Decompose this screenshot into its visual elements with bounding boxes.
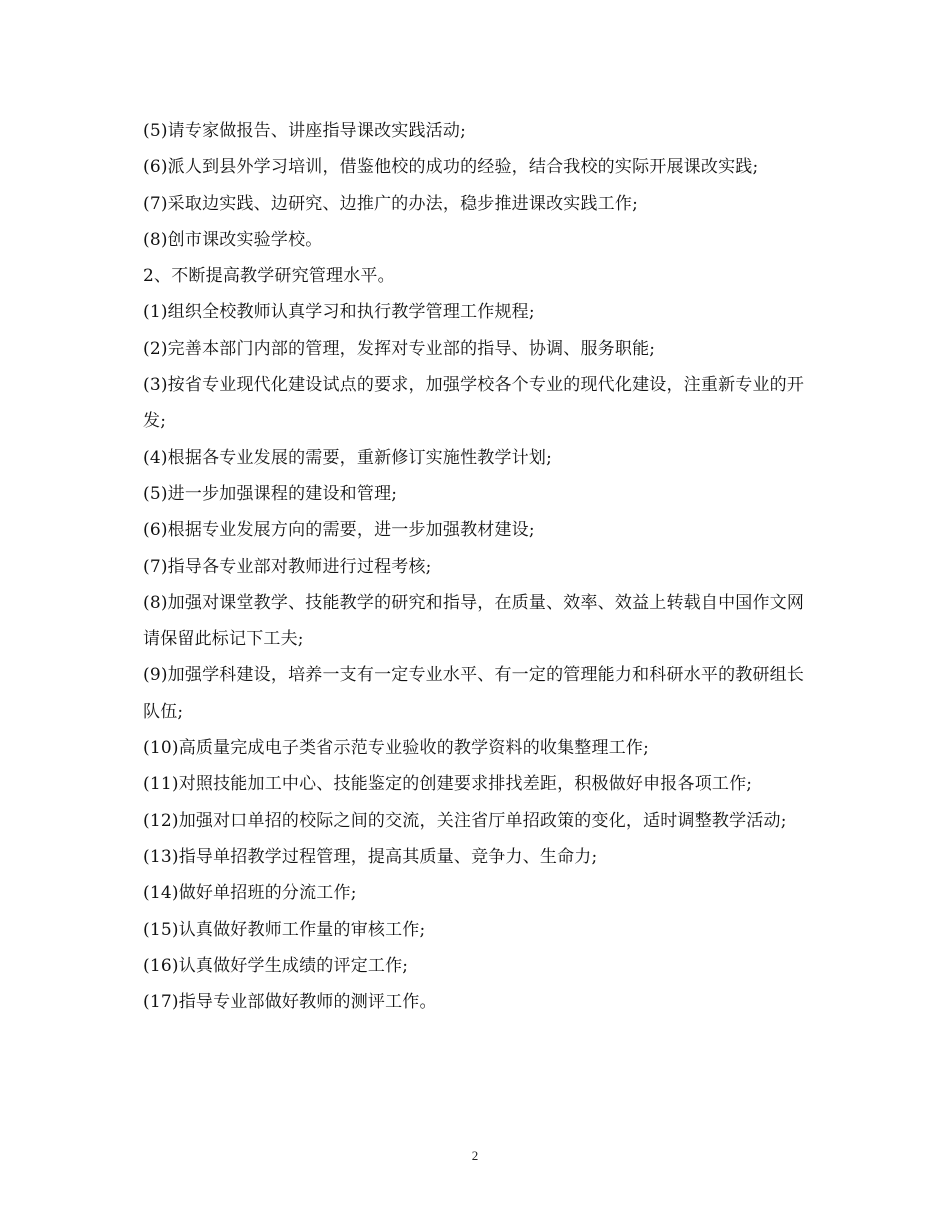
paragraph-16-grade-evaluation: (16)认真做好学生成绩的评定工作; bbox=[143, 955, 409, 976]
section-heading-2: 2、不断提高教学研究管理水平。 bbox=[143, 266, 395, 287]
paragraph-8-experimental-school: (8)创市课改实验学校。 bbox=[143, 229, 323, 250]
paragraph-5-curriculum: (5)进一步加强课程的建设和管理; bbox=[143, 483, 398, 504]
paragraph-17-teacher-evaluation: (17)指导专业部做好教师的测评工作。 bbox=[143, 992, 437, 1013]
paragraph-13-process-management: (13)指导单招教学过程管理，提高其质量、竞争力、生命力; bbox=[143, 846, 598, 867]
paragraph-6-external-training: (6)派人到县外学习培训，借鉴他校的成功的经验，结合我校的实际开展课改实践; bbox=[143, 157, 759, 178]
document-body bbox=[143, 113, 815, 1020]
paragraph-10-acceptance-materials: (10)高质量完成电子类省示范专业验收的教学资料的收集整理工作; bbox=[143, 738, 650, 759]
paragraph-12-exchange: (12)加强对口单招的校际之间的交流，关注省厅单招政策的变化，适时调整教学活动; bbox=[143, 810, 787, 831]
paragraph-14-class-streaming: (14)做好单招班的分流工作; bbox=[143, 883, 357, 904]
paragraph-3-modernization: (3)按省专业现代化建设试点的要求，加强学校各个专业的现代化建设，注重新专业的开发; bbox=[143, 375, 805, 432]
paragraph-7-assessment: (7)指导各专业部对教师进行过程考核; bbox=[143, 556, 432, 577]
paragraph-7-practice-research: (7)采取边实践、边研究、边推广的办法，稳步推进课改实践工作; bbox=[143, 193, 639, 214]
paragraph-11-skills-center: (11)对照技能加工中心、技能鉴定的创建要求排找差距，积极做好申报各项工作; bbox=[143, 774, 753, 795]
paragraph-5-expert-reports: (5)请专家做报告、讲座指导课改实践活动; bbox=[143, 121, 467, 141]
paragraph-4-teaching-plan: (4)根据各专业发展的需要，重新修订实施性教学计划; bbox=[143, 447, 553, 468]
paragraph-8-classroom-research: (8)加强对课堂教学、技能教学的研究和指导，在质量、效率、效益上转载自中国作文网请保留此标记下工夫; bbox=[143, 592, 805, 650]
paragraph-6-textbooks: (6)根据专业发展方向的需要，进一步加强教材建设; bbox=[143, 520, 535, 541]
paragraph-1-teaching-rules: (1)组织全校教师认真学习和执行教学管理工作规程; bbox=[143, 302, 535, 323]
paragraph-9-discipline-building: (9)加强学科建设，培养一支有一定专业水平、有一定的管理能力和科研水平的教研组长队伍; bbox=[143, 665, 805, 722]
page-number: 2 bbox=[471, 1148, 479, 1163]
paragraph-15-workload-review: (15)认真做好教师工作量的审核工作; bbox=[143, 919, 426, 940]
paragraph-2-internal-management: (2)完善本部门内部的管理，发挥对专业部的指导、协调、服务职能; bbox=[143, 338, 656, 359]
